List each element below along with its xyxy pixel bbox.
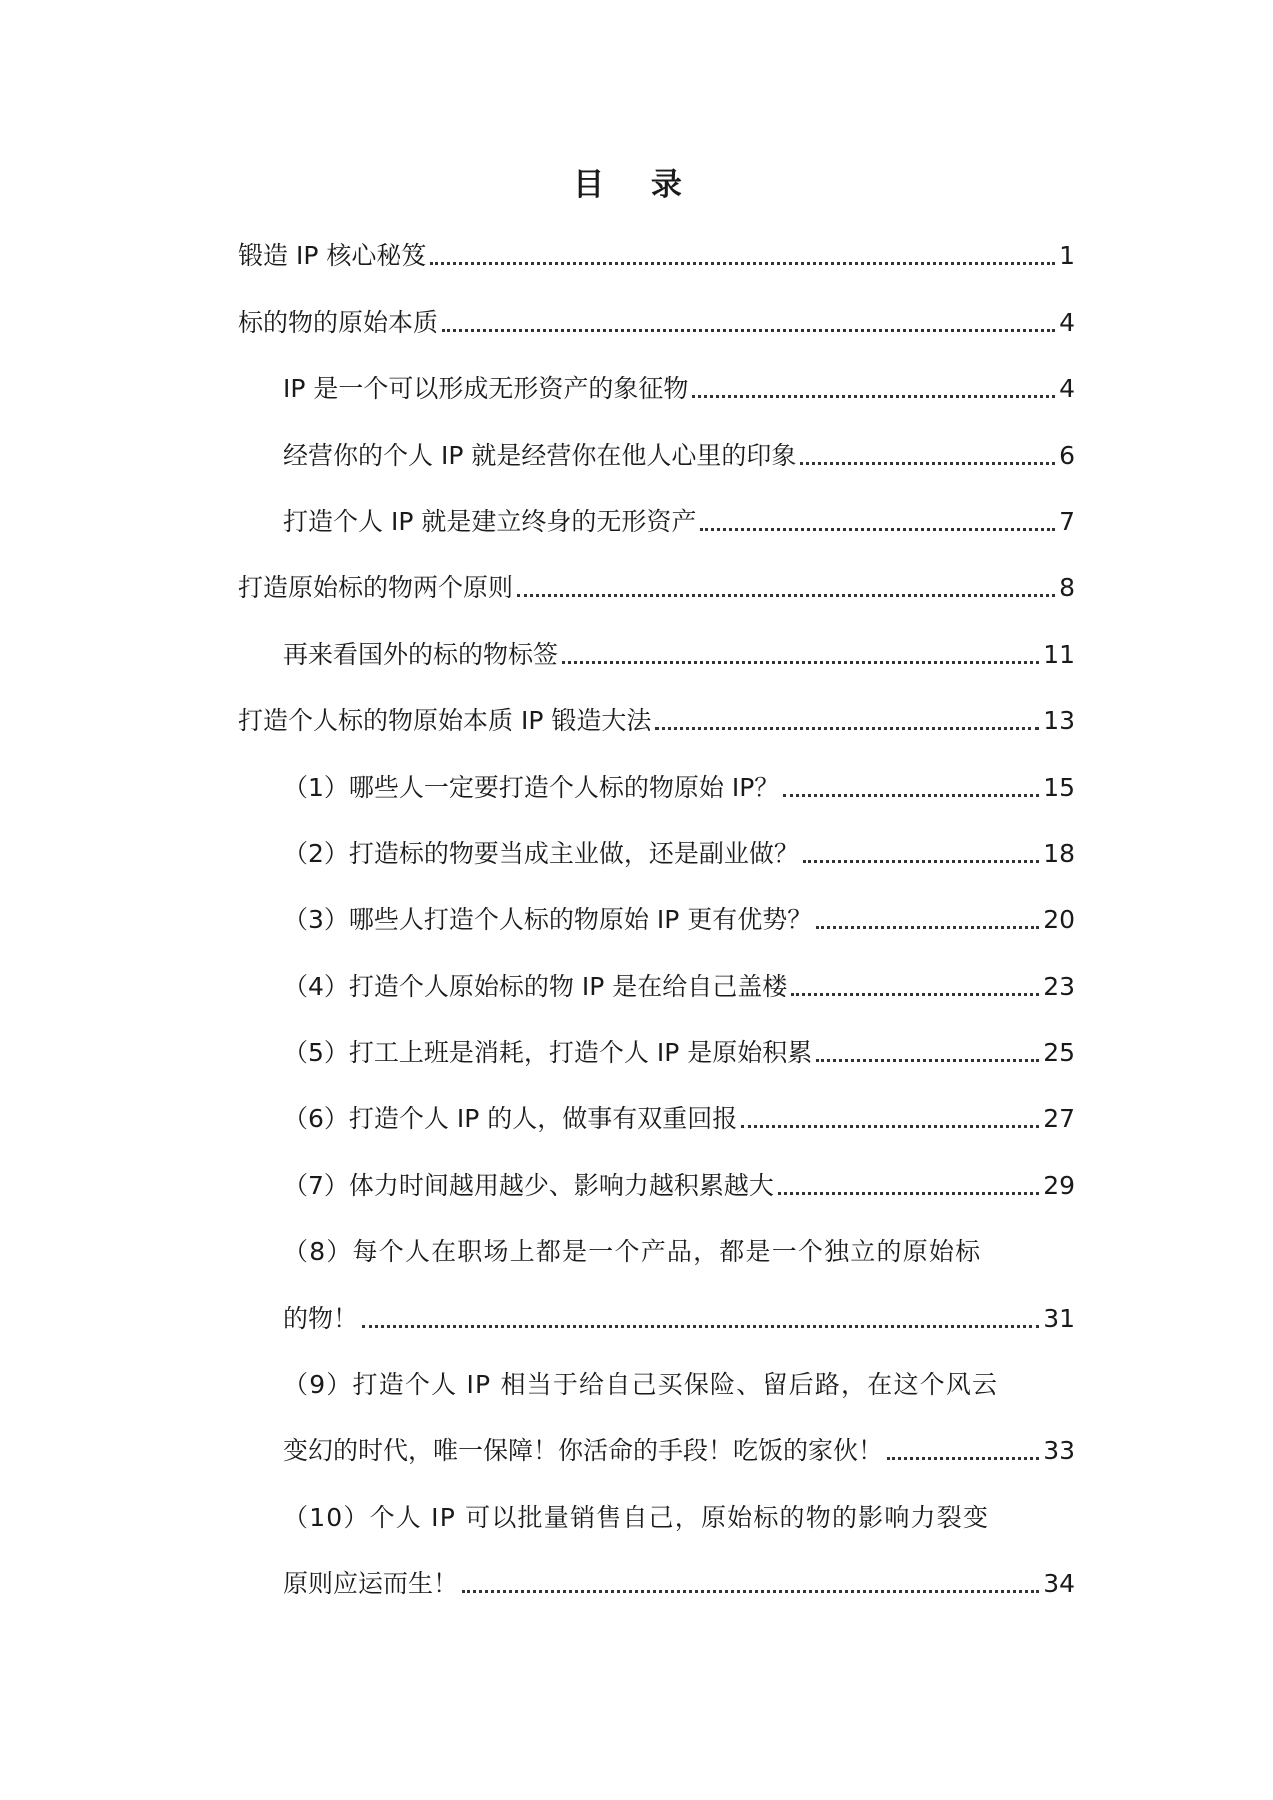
dot-leader <box>816 926 1039 929</box>
toc-page-number: 31 <box>1043 1304 1075 1333</box>
toc-entry-text: （6）打造个人 IP 的人，做事有双重回报 <box>283 1104 738 1133</box>
toc-page-number: 20 <box>1043 905 1075 934</box>
dot-leader <box>562 661 1039 664</box>
toc-page-number: 29 <box>1043 1171 1075 1200</box>
toc-entry-text: 打造原始标的物两个原则 <box>238 573 514 602</box>
toc-entry[interactable] <box>283 902 1075 938</box>
toc-entry[interactable] <box>283 1035 1075 1071</box>
dot-leader <box>442 329 1055 332</box>
dot-leader <box>700 528 1055 531</box>
toc-entry[interactable] <box>238 238 1075 274</box>
toc-page-number: 33 <box>1043 1436 1075 1465</box>
toc-page-number: 6 <box>1059 441 1075 470</box>
dot-leader <box>887 1457 1039 1460</box>
toc-page-number: 27 <box>1043 1104 1075 1133</box>
toc-entry-text: 再来看国外的标的物标签 <box>283 640 559 669</box>
toc-entry-first-line[interactable]: （10）个人 IP 可以批量销售自己，原始标的物的影响力裂变 <box>283 1503 990 1532</box>
toc-entry-first-line[interactable]: （9）打造个人 IP 相当于给自己买保险、留后路，在这个风云 <box>283 1370 999 1399</box>
toc-entry[interactable] <box>238 570 1075 606</box>
toc-entry[interactable] <box>238 703 1075 739</box>
toc-entry[interactable] <box>283 1566 1075 1602</box>
toc-page-number: 1 <box>1059 241 1075 270</box>
toc-entry-text: 打造个人 IP 就是建立终身的无形资产 <box>283 507 697 536</box>
dot-leader <box>655 727 1039 730</box>
toc-entry-text: 打造个人标的物原始本质 IP 锻造大法 <box>238 706 652 735</box>
dot-leader <box>692 395 1055 398</box>
toc-entry[interactable] <box>283 836 1075 872</box>
dot-leader <box>783 794 1039 797</box>
toc-entry-text: （7）体力时间越用越少、影响力越积累越大 <box>283 1171 774 1200</box>
dot-leader <box>791 993 1039 996</box>
toc-page-number: 25 <box>1043 1038 1075 1067</box>
toc-entry[interactable] <box>238 305 1075 341</box>
toc-entry-text: 的物！ <box>283 1304 359 1333</box>
toc-entry-text: （5）打工上班是消耗，打造个人 IP 是原始积累 <box>283 1038 813 1067</box>
dot-leader <box>362 1325 1039 1328</box>
toc-page-number: 4 <box>1059 374 1075 403</box>
toc-entry-text: 变幻的时代，唯一保障！你活命的手段！吃饭的家伙！ <box>283 1436 884 1465</box>
dot-leader <box>778 1192 1039 1195</box>
toc-entry-text: （1）哪些人一定要打造个人标的物原始 IP？ <box>283 773 780 802</box>
dot-leader <box>816 1059 1039 1062</box>
toc-page-number: 4 <box>1059 308 1075 337</box>
dot-leader <box>803 860 1039 863</box>
toc-page-number: 8 <box>1059 573 1075 602</box>
toc-page-number: 13 <box>1043 706 1075 735</box>
toc-entry-text: 经营你的个人 IP 就是经营你在他人心里的印象 <box>283 441 797 470</box>
toc-page-number: 23 <box>1043 972 1075 1001</box>
toc-entry[interactable] <box>283 371 1075 407</box>
dot-leader <box>462 1590 1039 1593</box>
toc-entry-text: 锻造 IP 核心秘笈 <box>238 241 427 270</box>
toc-entry[interactable] <box>283 504 1075 540</box>
toc-entry-text: 原则应运而生！ <box>283 1569 459 1598</box>
toc-entry[interactable] <box>283 438 1075 474</box>
dot-leader <box>741 1125 1039 1128</box>
toc-page-number: 15 <box>1043 773 1075 802</box>
toc-page-number: 7 <box>1059 507 1075 536</box>
dot-leader <box>430 262 1055 265</box>
toc-entry[interactable] <box>283 1433 1075 1469</box>
toc-entry-first-line[interactable]: （8）每个人在职场上都是一个产品，都是一个独立的原始标 <box>283 1237 982 1266</box>
toc-entry-text: （2）打造标的物要当成主业做，还是副业做？ <box>283 839 799 868</box>
dot-leader <box>800 462 1055 465</box>
toc-entry-text: IP 是一个可以形成无形资产的象征物 <box>283 374 689 403</box>
toc-entry[interactable] <box>283 1101 1075 1137</box>
toc-entry[interactable] <box>283 1301 1075 1337</box>
toc-entry-text: （3）哪些人打造个人标的物原始 IP 更有优势？ <box>283 905 813 934</box>
toc-entry[interactable] <box>283 969 1075 1005</box>
toc-entry[interactable] <box>283 1168 1075 1204</box>
toc-entry[interactable] <box>283 637 1075 673</box>
toc-page-number: 11 <box>1043 640 1075 669</box>
toc-entry-text: 标的物的原始本质 <box>238 308 439 337</box>
toc-entry[interactable] <box>283 770 1075 806</box>
page-title: 目 录 <box>573 167 700 203</box>
toc-page-number: 34 <box>1043 1569 1075 1598</box>
toc-page-number: 18 <box>1043 839 1075 868</box>
dot-leader <box>517 594 1055 597</box>
toc-entry-text: （4）打造个人原始标的物 IP 是在给自己盖楼 <box>283 972 788 1001</box>
